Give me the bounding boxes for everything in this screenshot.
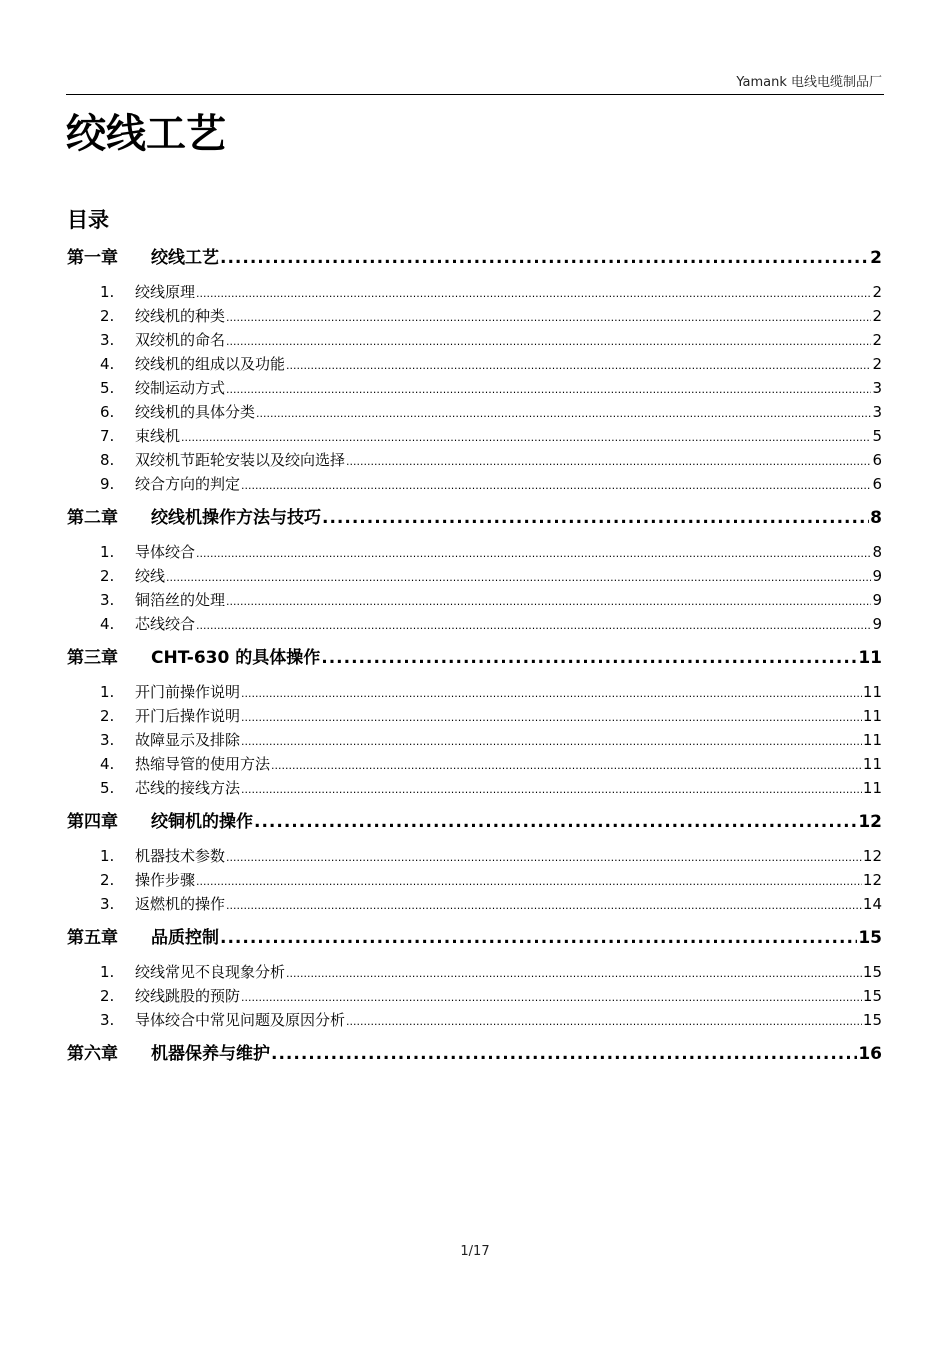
toc-section-title: 导体绞合中常见问题及原因分析 bbox=[135, 1011, 346, 1029]
table-of-contents bbox=[67, 242, 882, 1074]
toc-leader-dots bbox=[226, 894, 862, 916]
toc-section-entry[interactable] bbox=[67, 448, 882, 472]
toc-section-title: 绞制运动方式 bbox=[135, 379, 226, 397]
toc-section-title: 铜箔丝的处理 bbox=[135, 591, 226, 609]
toc-leader-dots bbox=[196, 870, 862, 892]
toc-page-number: 9 bbox=[872, 591, 882, 609]
toc-section-title: 机器技术参数 bbox=[135, 847, 226, 865]
toc-section-title: 导体绞合 bbox=[135, 543, 196, 561]
toc-section-title: 热缩导管的使用方法 bbox=[135, 755, 271, 773]
toc-leader-dots bbox=[346, 450, 871, 472]
toc-page-number: 16 bbox=[858, 1044, 882, 1064]
toc-page-number: 14 bbox=[862, 895, 882, 913]
toc-section-list bbox=[67, 844, 882, 916]
toc-section-number: 1. bbox=[100, 683, 115, 701]
toc-chapter-entry[interactable] bbox=[67, 242, 882, 278]
toc-page-number: 5 bbox=[872, 427, 882, 445]
toc-page-number: 11 bbox=[858, 648, 882, 668]
toc-section-entry[interactable] bbox=[67, 424, 882, 448]
toc-section-entry[interactable] bbox=[67, 704, 882, 728]
toc-chapter-title: 绞铜机的操作 bbox=[151, 812, 253, 832]
toc-section-number: 1. bbox=[100, 283, 115, 301]
toc-leader-dots bbox=[241, 474, 871, 496]
toc-chapter-label: 第四章 bbox=[67, 812, 118, 832]
toc-page-number: 6 bbox=[872, 475, 882, 493]
toc-section-number: 5. bbox=[100, 379, 115, 397]
toc-section-number: 3. bbox=[100, 1011, 115, 1029]
toc-section-title: 绞线机的种类 bbox=[135, 307, 226, 325]
toc-section-number: 4. bbox=[100, 615, 115, 633]
toc-section-entry[interactable] bbox=[67, 472, 882, 496]
toc-chapter-title: CHT-630 的具体操作 bbox=[151, 648, 321, 668]
toc-section-entry[interactable] bbox=[67, 304, 882, 328]
toc-page-number: 12 bbox=[862, 871, 882, 889]
toc-section-number: 2. bbox=[100, 567, 115, 585]
toc-page-number: 2 bbox=[872, 331, 882, 349]
toc-section-entry[interactable] bbox=[67, 776, 882, 800]
toc-section-entry[interactable] bbox=[67, 868, 882, 892]
toc-section-title: 双绞机的命名 bbox=[135, 331, 226, 349]
toc-leader-dots bbox=[346, 1010, 862, 1032]
toc-leader-dots bbox=[271, 754, 862, 776]
toc-page-number: 12 bbox=[858, 812, 882, 832]
page-indicator: 1/17 bbox=[460, 1244, 490, 1259]
toc-section-entry[interactable] bbox=[67, 280, 882, 304]
header-company-name: Yamank 电线电缆制品厂 bbox=[736, 75, 882, 90]
toc-section-number: 4. bbox=[100, 755, 115, 773]
toc-section-entry[interactable] bbox=[67, 540, 882, 564]
toc-section-entry[interactable] bbox=[67, 612, 882, 636]
toc-section-list bbox=[67, 540, 882, 636]
toc-section-title: 开门后操作说明 bbox=[135, 707, 241, 725]
toc-page-number: 11 bbox=[862, 731, 882, 749]
toc-section-number: 4. bbox=[100, 355, 115, 373]
toc-leader-dots bbox=[226, 378, 871, 400]
toc-chapter-label: 第一章 bbox=[67, 248, 118, 268]
toc-chapter-title: 绞线工艺 bbox=[151, 248, 219, 268]
toc-section-entry[interactable] bbox=[67, 376, 882, 400]
toc-page-number: 11 bbox=[862, 707, 882, 725]
toc-section-entry[interactable] bbox=[67, 844, 882, 868]
toc-section-number: 6. bbox=[100, 403, 115, 421]
toc-chapter-entry[interactable] bbox=[67, 922, 882, 958]
toc-leader-dots bbox=[256, 402, 871, 424]
toc-leader-dots bbox=[241, 706, 862, 728]
toc-chapter-label: 第六章 bbox=[67, 1044, 118, 1064]
toc-leader-dots bbox=[254, 806, 857, 838]
toc-section-title: 绞线常见不良现象分析 bbox=[135, 963, 286, 981]
toc-page-number: 11 bbox=[862, 755, 882, 773]
toc-leader-dots bbox=[322, 502, 869, 534]
toc-page-number: 8 bbox=[872, 543, 882, 561]
toc-chapter-entry[interactable] bbox=[67, 642, 882, 678]
toc-section-number: 3. bbox=[100, 591, 115, 609]
toc-section-title: 绞线机的具体分类 bbox=[135, 403, 256, 421]
toc-leader-dots bbox=[181, 426, 871, 448]
toc-section-entry[interactable] bbox=[67, 728, 882, 752]
toc-section-number: 3. bbox=[100, 731, 115, 749]
toc-section-number: 2. bbox=[100, 707, 115, 725]
toc-section-title: 故障显示及排除 bbox=[135, 731, 241, 749]
toc-page-number: 8 bbox=[870, 508, 882, 528]
toc-section-title: 芯线的接线方法 bbox=[135, 779, 241, 797]
toc-section-list bbox=[67, 280, 882, 496]
toc-section-entry[interactable] bbox=[67, 588, 882, 612]
toc-leader-dots bbox=[196, 282, 871, 304]
toc-section-number: 5. bbox=[100, 779, 115, 797]
toc-leader-dots bbox=[286, 962, 862, 984]
toc-leader-dots bbox=[226, 306, 871, 328]
toc-section-list bbox=[67, 680, 882, 800]
toc-page-number: 9 bbox=[872, 567, 882, 585]
toc-page-number: 6 bbox=[872, 451, 882, 469]
toc-section-title: 束线机 bbox=[135, 427, 181, 445]
toc-page-number: 2 bbox=[872, 307, 882, 325]
toc-section-entry[interactable] bbox=[67, 892, 882, 916]
toc-section-title: 绞合方向的判定 bbox=[135, 475, 241, 493]
toc-leader-dots bbox=[220, 922, 857, 954]
toc-section-title: 开门前操作说明 bbox=[135, 683, 241, 701]
toc-section-title: 芯线绞合 bbox=[135, 615, 196, 633]
document-title: 绞线工艺 bbox=[66, 111, 226, 157]
toc-section-list bbox=[67, 960, 882, 1032]
toc-page-number: 15 bbox=[862, 1011, 882, 1029]
toc-leader-dots bbox=[226, 846, 862, 868]
toc-section-entry[interactable] bbox=[67, 564, 882, 588]
toc-chapter-title: 绞线机操作方法与技巧 bbox=[151, 508, 321, 528]
toc-leader-dots bbox=[241, 986, 862, 1008]
toc-page-number: 3 bbox=[872, 379, 882, 397]
toc-section-title: 绞线跳股的预防 bbox=[135, 987, 241, 1005]
toc-section-number: 8. bbox=[100, 451, 115, 469]
toc-section-title: 操作步骤 bbox=[135, 871, 196, 889]
toc-leader-dots bbox=[241, 730, 862, 752]
toc-section-number: 9. bbox=[100, 475, 115, 493]
toc-leader-dots bbox=[321, 642, 857, 674]
toc-section-number: 1. bbox=[100, 543, 115, 561]
toc-page-number: 12 bbox=[862, 847, 882, 865]
toc-leader-dots bbox=[241, 682, 862, 704]
toc-section-entry[interactable] bbox=[67, 1008, 882, 1032]
toc-leader-dots bbox=[226, 330, 871, 352]
toc-page-number: 3 bbox=[872, 403, 882, 421]
toc-leader-dots bbox=[196, 614, 871, 636]
toc-section-number: 7. bbox=[100, 427, 115, 445]
toc-chapter-entry[interactable] bbox=[67, 1038, 882, 1074]
toc-section-entry[interactable] bbox=[67, 752, 882, 776]
toc-leader-dots bbox=[196, 542, 871, 564]
toc-page-number: 11 bbox=[862, 779, 882, 797]
toc-page-number: 2 bbox=[870, 248, 882, 268]
toc-leader-dots bbox=[271, 1038, 857, 1070]
toc-leader-dots bbox=[226, 590, 871, 612]
toc-section-entry[interactable] bbox=[67, 352, 882, 376]
toc-leader-dots bbox=[220, 242, 869, 274]
toc-section-title: 双绞机节距轮安装以及绞向选择 bbox=[135, 451, 346, 469]
toc-section-number: 3. bbox=[100, 331, 115, 349]
toc-heading: 目录 bbox=[67, 208, 109, 232]
toc-section-number: 1. bbox=[100, 847, 115, 865]
toc-section-number: 2. bbox=[100, 307, 115, 325]
toc-page-number: 2 bbox=[872, 283, 882, 301]
toc-section-entry[interactable] bbox=[67, 984, 882, 1008]
toc-section-number: 2. bbox=[100, 871, 115, 889]
toc-section-title: 返燃机的操作 bbox=[135, 895, 226, 913]
toc-section-entry[interactable] bbox=[67, 400, 882, 424]
toc-chapter-label: 第二章 bbox=[67, 508, 118, 528]
toc-page-number: 2 bbox=[872, 355, 882, 373]
toc-section-entry[interactable] bbox=[67, 960, 882, 984]
header-rule bbox=[66, 94, 884, 95]
toc-leader-dots bbox=[241, 778, 862, 800]
toc-chapter-entry[interactable] bbox=[67, 806, 882, 842]
toc-page-number: 9 bbox=[872, 615, 882, 633]
toc-chapter-entry[interactable] bbox=[67, 502, 882, 538]
toc-section-number: 3. bbox=[100, 895, 115, 913]
toc-page-number: 15 bbox=[862, 987, 882, 1005]
toc-section-entry[interactable] bbox=[67, 328, 882, 352]
toc-section-number: 1. bbox=[100, 963, 115, 981]
toc-section-entry[interactable] bbox=[67, 680, 882, 704]
toc-chapter-title: 机器保养与维护 bbox=[151, 1044, 270, 1064]
toc-section-title: 绞线原理 bbox=[135, 283, 196, 301]
toc-section-title: 绞线机的组成以及功能 bbox=[135, 355, 286, 373]
toc-page-number: 11 bbox=[862, 683, 882, 701]
toc-page-number: 15 bbox=[862, 963, 882, 981]
toc-section-number: 2. bbox=[100, 987, 115, 1005]
toc-page-number: 15 bbox=[858, 928, 882, 948]
toc-chapter-label: 第三章 bbox=[67, 648, 118, 668]
toc-chapter-title: 品质控制 bbox=[151, 928, 219, 948]
toc-leader-dots bbox=[286, 354, 871, 376]
toc-section-title: 绞线 bbox=[135, 567, 166, 585]
toc-chapter-label: 第五章 bbox=[67, 928, 118, 948]
toc-leader-dots bbox=[166, 566, 871, 588]
